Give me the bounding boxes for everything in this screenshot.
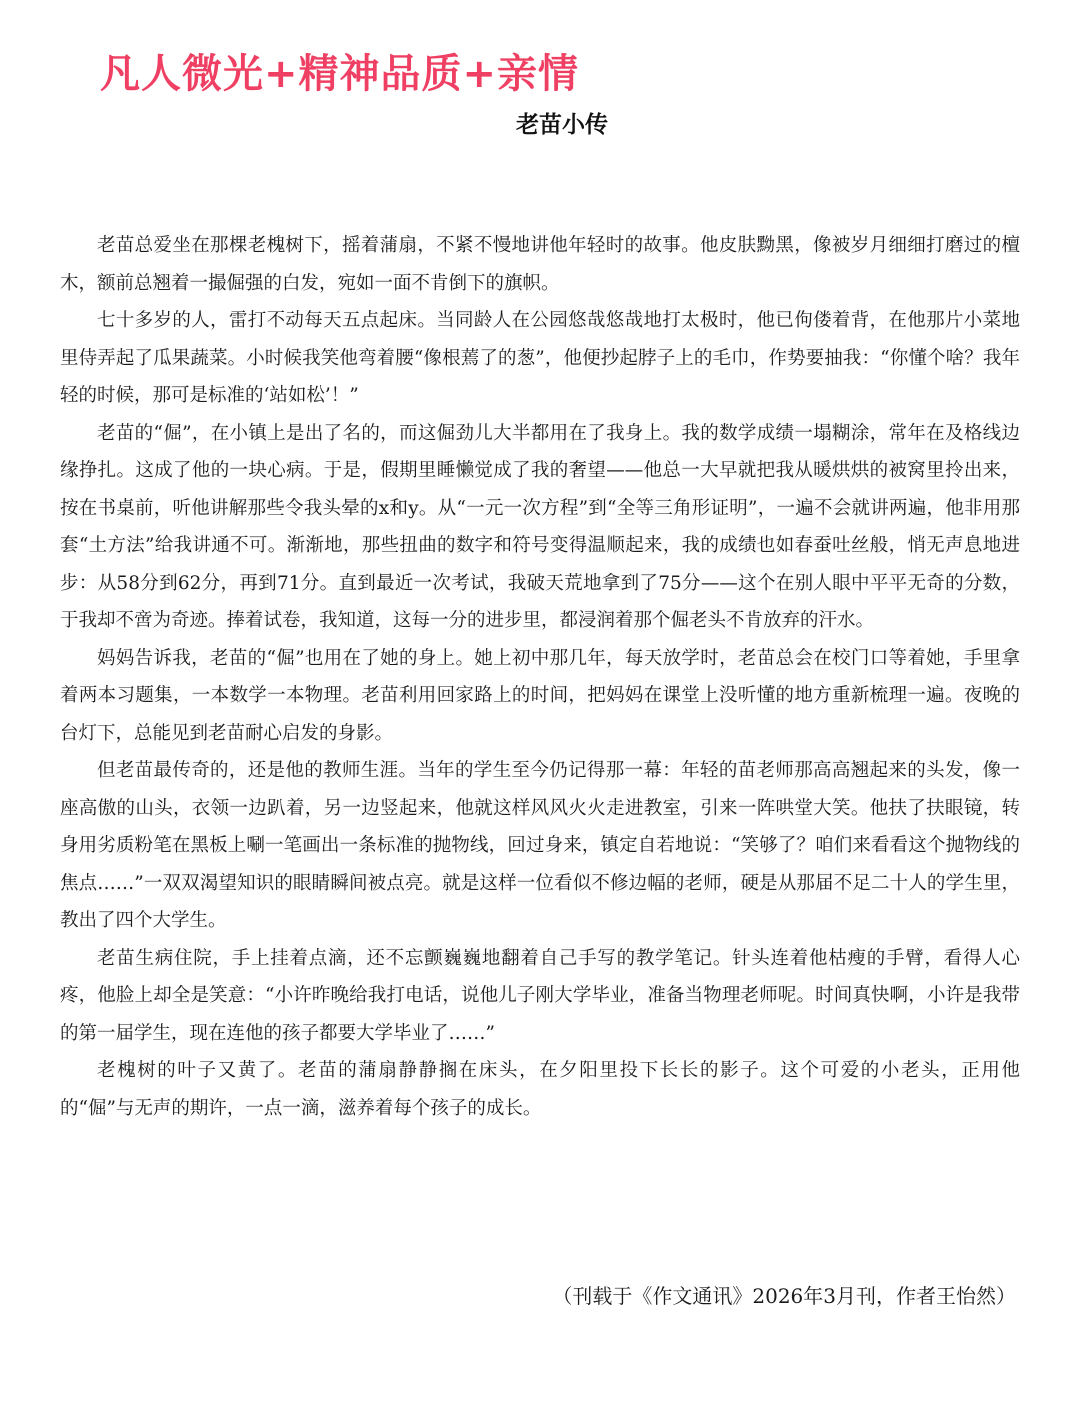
paragraph: 妈妈告诉我，老苗的“倔”也用在了她的身上。她上初中那几年，每天放学时，老苗总会在校门口等着她，手里拿着两本习题集，一本数学一本物理。老苗利用回家路上的时间，把妈妈在课堂上没听懂的地方重新梳理一遍。夜晚的台灯下，总能见到老苗耐心启发的身影。	[60, 647, 1020, 744]
paragraph: 老苗的“倔”，在小镇上是出了名的，而这倔劲儿大半都用在了我身上。我的数学成绩一塌糊涂，常年在及格线边缘挣扎。这成了他的一块心病。于是，假期里睡懒觉成了我的奢望——他总一大早就把我从暖烘烘的被窝里拎出来，按在书桌前，听他讲解那些令我头晕的x和y。从“一元一次方程”到“全等三角形证明”，一遍不会就讲两遍，他非用那套“土方法”给我讲通不可。渐渐地，那些扭曲的数字和符号变得温顺起来，我的成绩也如春蚕吐丝般，悄无声息地进步：从58分到62分，再到71分。直到最近一次考试，我破天荒地拿到了75分——这个在别人眼中平平无奇的分数，于我却不啻为奇迹。捧着试卷，我知道，这每一分的进步里，都浸润着那个倔老头不肯放弃的汗水。	[60, 422, 1020, 631]
essay-title: 老苗小传	[516, 112, 608, 138]
paragraph: 老苗生病住院，手上挂着点滴，还不忘颤巍巍地翻着自己手写的教学笔记。针头连着他枯瘦的手臂，看得人心疼，他脸上却全是笑意：“小许昨晚给我打电话，说他儿子刚大学毕业，准备当物理老师呢。时间真快啊，小许是我带的第一届学生，现在连他的孩子都要大学毕业了……”	[60, 947, 1020, 1044]
publication-attribution: （刊载于《作文通讯》2026年3月刊，作者王怡然）	[552, 1284, 1016, 1308]
paragraph: 老苗总爱坐在那棵老槐树下，摇着蒲扇，不紧不慢地讲他年轻时的故事。他皮肤黝黑，像被岁月细细打磨过的檀木，额前总翘着一撮倔强的白发，宛如一面不肯倒下的旗帜。	[60, 235, 1020, 294]
paragraph: 七十多岁的人，雷打不动每天五点起床。当同龄人在公园悠哉悠哉地打太极时，他已佝偻着背，在他那片小菜地里侍弄起了瓜果蔬菜。小时候我笑他弯着腰“像根蔫了的葱”，他便抄起脖子上的毛巾，作势要抽我：“你懂个啥？我年轻的时候，那可是标准的‘站如松’！”	[60, 310, 1020, 406]
paragraph: 老槐树的叶子又黄了。老苗的蒲扇静静搁在床头，在夕阳里投下长长的影子。这个可爱的小老头，正用他的“倔”与无声的期许，一点一滴，滋养着每个孩子的成长。	[60, 1060, 1020, 1119]
banner-title: 凡人微光+精神品质+亲情	[100, 51, 580, 97]
paragraph: 但老苗最传奇的，还是他的教师生涯。当年的学生至今仍记得那一幕：年轻的苗老师那高高翘起来的头发，像一座高傲的山头，衣领一边趴着，另一边竖起来，他就这样风风火火走进教室，引来一阵哄堂大笑。他扶了扶眼镜，转身用劣质粉笔在黑板上唰一笔画出一条标准的抛物线，回过身来，镇定自若地说：“笑够了？咱们来看看这个抛物线的焦点……”一双双渴望知识的眼睛瞬间被点亮。就是这样一位看似不修边幅的老师，硬是从那届不足二十人的学生里，教出了四个大学生。	[60, 760, 1020, 931]
essay-body	[60, 227, 1020, 1127]
